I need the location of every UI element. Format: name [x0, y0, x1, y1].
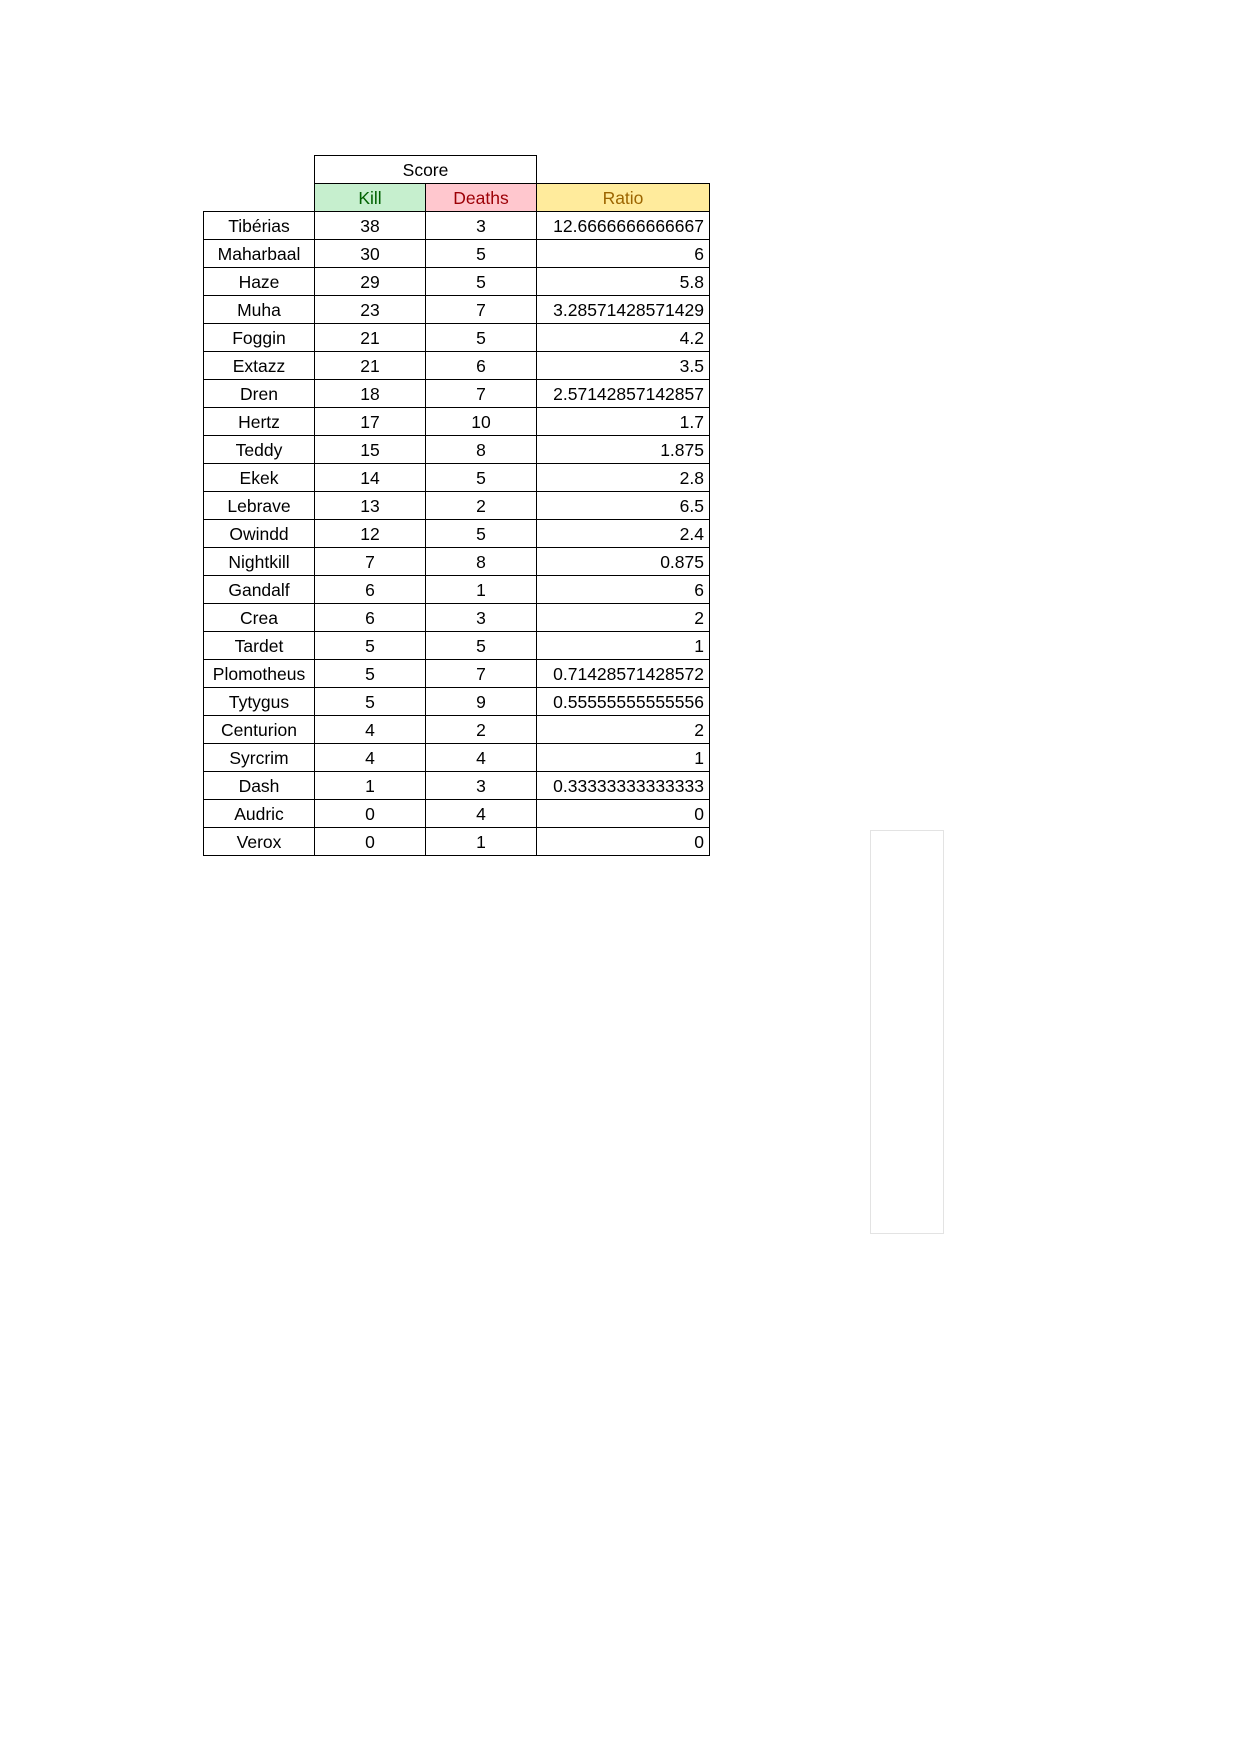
cell-ratio[interactable]: 3.5	[537, 352, 710, 380]
score-table-head	[204, 156, 710, 212]
cell-ratio[interactable]: 0.875	[537, 548, 710, 576]
cell-kill[interactable]: 5	[315, 688, 426, 716]
table-row	[204, 352, 710, 380]
cell-deaths[interactable]: 3	[426, 212, 537, 240]
cell-player-name[interactable]: Verox	[204, 828, 315, 856]
table-row	[204, 548, 710, 576]
cell-player-name[interactable]: Extazz	[204, 352, 315, 380]
cell-kill[interactable]: 1	[315, 772, 426, 800]
cell-player-name[interactable]: Foggin	[204, 324, 315, 352]
cell-deaths[interactable]: 8	[426, 436, 537, 464]
cell-kill[interactable]: 15	[315, 436, 426, 464]
group-header-row	[204, 156, 710, 184]
cell-ratio[interactable]: 0	[537, 800, 710, 828]
cell-player-name[interactable]: Lebrave	[204, 492, 315, 520]
cell-deaths[interactable]: 3	[426, 772, 537, 800]
table-row	[204, 268, 710, 296]
cell-player-name[interactable]: Teddy	[204, 436, 315, 464]
table-row	[204, 632, 710, 660]
cell-deaths[interactable]: 10	[426, 408, 537, 436]
cell-deaths[interactable]: 5	[426, 464, 537, 492]
table-row	[204, 324, 710, 352]
cell-ratio[interactable]: 1	[537, 632, 710, 660]
column-header-kill[interactable]: Kill	[315, 184, 426, 212]
table-row	[204, 576, 710, 604]
score-table-body	[204, 212, 710, 856]
cell-ratio[interactable]: 2	[537, 604, 710, 632]
cell-player-name[interactable]: Haze	[204, 268, 315, 296]
table-row	[204, 828, 710, 856]
cell-deaths[interactable]: 7	[426, 296, 537, 324]
cell-ratio[interactable]: 1.7	[537, 408, 710, 436]
cell-deaths[interactable]: 5	[426, 324, 537, 352]
header-corner-blank	[204, 156, 315, 184]
cell-ratio[interactable]: 3.28571428571429	[537, 296, 710, 324]
cell-kill[interactable]: 5	[315, 632, 426, 660]
cell-kill[interactable]: 21	[315, 324, 426, 352]
cell-kill[interactable]: 0	[315, 800, 426, 828]
table-row	[204, 492, 710, 520]
cell-kill[interactable]: 18	[315, 380, 426, 408]
cell-player-name[interactable]: Gandalf	[204, 576, 315, 604]
cell-deaths[interactable]: 4	[426, 800, 537, 828]
cell-ratio[interactable]: 2.8	[537, 464, 710, 492]
table-row	[204, 744, 710, 772]
cell-kill[interactable]: 6	[315, 604, 426, 632]
cell-kill[interactable]: 0	[315, 828, 426, 856]
cell-player-name[interactable]: Syrcrim	[204, 744, 315, 772]
cell-ratio[interactable]: 4.2	[537, 324, 710, 352]
cell-deaths[interactable]: 8	[426, 548, 537, 576]
score-table-container	[203, 155, 709, 856]
cell-kill[interactable]: 23	[315, 296, 426, 324]
cell-ratio[interactable]: 6.5	[537, 492, 710, 520]
table-row	[204, 800, 710, 828]
cell-ratio[interactable]: 6	[537, 240, 710, 268]
group-header-score: Score	[315, 156, 537, 184]
cell-player-name[interactable]: Ekek	[204, 464, 315, 492]
cell-player-name[interactable]: Muha	[204, 296, 315, 324]
cell-ratio[interactable]: 5.8	[537, 268, 710, 296]
cell-ratio[interactable]: 2	[537, 716, 710, 744]
cell-player-name[interactable]: Nightkill	[204, 548, 315, 576]
empty-placeholder-box	[870, 830, 944, 1234]
table-row	[204, 240, 710, 268]
cell-deaths[interactable]: 4	[426, 744, 537, 772]
cell-player-name[interactable]: Maharbaal	[204, 240, 315, 268]
cell-deaths[interactable]: 5	[426, 520, 537, 548]
table-row	[204, 772, 710, 800]
cell-kill[interactable]: 21	[315, 352, 426, 380]
column-header-ratio[interactable]: Ratio	[537, 184, 710, 212]
cell-ratio[interactable]: 1.875	[537, 436, 710, 464]
cell-player-name[interactable]: Crea	[204, 604, 315, 632]
cell-deaths[interactable]: 2	[426, 716, 537, 744]
cell-deaths[interactable]: 5	[426, 632, 537, 660]
cell-kill[interactable]: 4	[315, 716, 426, 744]
cell-deaths[interactable]: 7	[426, 380, 537, 408]
table-row	[204, 660, 710, 688]
table-row	[204, 296, 710, 324]
cell-player-name[interactable]: Owindd	[204, 520, 315, 548]
table-row	[204, 716, 710, 744]
score-table	[203, 155, 710, 856]
cell-deaths[interactable]: 5	[426, 240, 537, 268]
cell-player-name[interactable]: Centurion	[204, 716, 315, 744]
cell-deaths[interactable]: 1	[426, 828, 537, 856]
cell-kill[interactable]: 4	[315, 744, 426, 772]
table-row	[204, 408, 710, 436]
cell-player-name[interactable]: Plomotheus	[204, 660, 315, 688]
column-header-deaths[interactable]: Deaths	[426, 184, 537, 212]
cell-player-name[interactable]: Tytygus	[204, 688, 315, 716]
cell-deaths[interactable]: 6	[426, 352, 537, 380]
cell-ratio[interactable]: 12.6666666666667	[537, 212, 710, 240]
table-row	[204, 464, 710, 492]
cell-kill[interactable]: 6	[315, 576, 426, 604]
cell-player-name[interactable]: Tardet	[204, 632, 315, 660]
cell-ratio[interactable]: 6	[537, 576, 710, 604]
header-name-blank	[204, 184, 315, 212]
cell-ratio[interactable]: 2.4	[537, 520, 710, 548]
cell-kill[interactable]: 17	[315, 408, 426, 436]
cell-player-name[interactable]: Audric	[204, 800, 315, 828]
cell-kill[interactable]: 12	[315, 520, 426, 548]
header-topright-blank	[537, 156, 710, 184]
table-row	[204, 604, 710, 632]
table-row	[204, 212, 710, 240]
cell-ratio[interactable]: 2.57142857142857	[537, 380, 710, 408]
cell-ratio[interactable]: 0	[537, 828, 710, 856]
table-row	[204, 688, 710, 716]
cell-deaths[interactable]: 1	[426, 576, 537, 604]
cell-deaths[interactable]: 3	[426, 604, 537, 632]
cell-kill[interactable]: 5	[315, 660, 426, 688]
cell-deaths[interactable]: 2	[426, 492, 537, 520]
table-row	[204, 520, 710, 548]
cell-player-name[interactable]: Dash	[204, 772, 315, 800]
table-row	[204, 436, 710, 464]
cell-player-name[interactable]: Tibérias	[204, 212, 315, 240]
cell-ratio[interactable]: 0.55555555555556	[537, 688, 710, 716]
cell-kill[interactable]: 7	[315, 548, 426, 576]
cell-ratio[interactable]: 1	[537, 744, 710, 772]
cell-player-name[interactable]: Hertz	[204, 408, 315, 436]
cell-kill[interactable]: 30	[315, 240, 426, 268]
cell-kill[interactable]: 14	[315, 464, 426, 492]
cell-kill[interactable]: 38	[315, 212, 426, 240]
cell-ratio[interactable]: 0.71428571428572	[537, 660, 710, 688]
cell-kill[interactable]: 29	[315, 268, 426, 296]
cell-ratio[interactable]: 0.33333333333333	[537, 772, 710, 800]
table-row	[204, 380, 710, 408]
cell-player-name[interactable]: Dren	[204, 380, 315, 408]
column-header-row	[204, 184, 710, 212]
cell-deaths[interactable]: 9	[426, 688, 537, 716]
cell-deaths[interactable]: 7	[426, 660, 537, 688]
cell-deaths[interactable]: 5	[426, 268, 537, 296]
cell-kill[interactable]: 13	[315, 492, 426, 520]
